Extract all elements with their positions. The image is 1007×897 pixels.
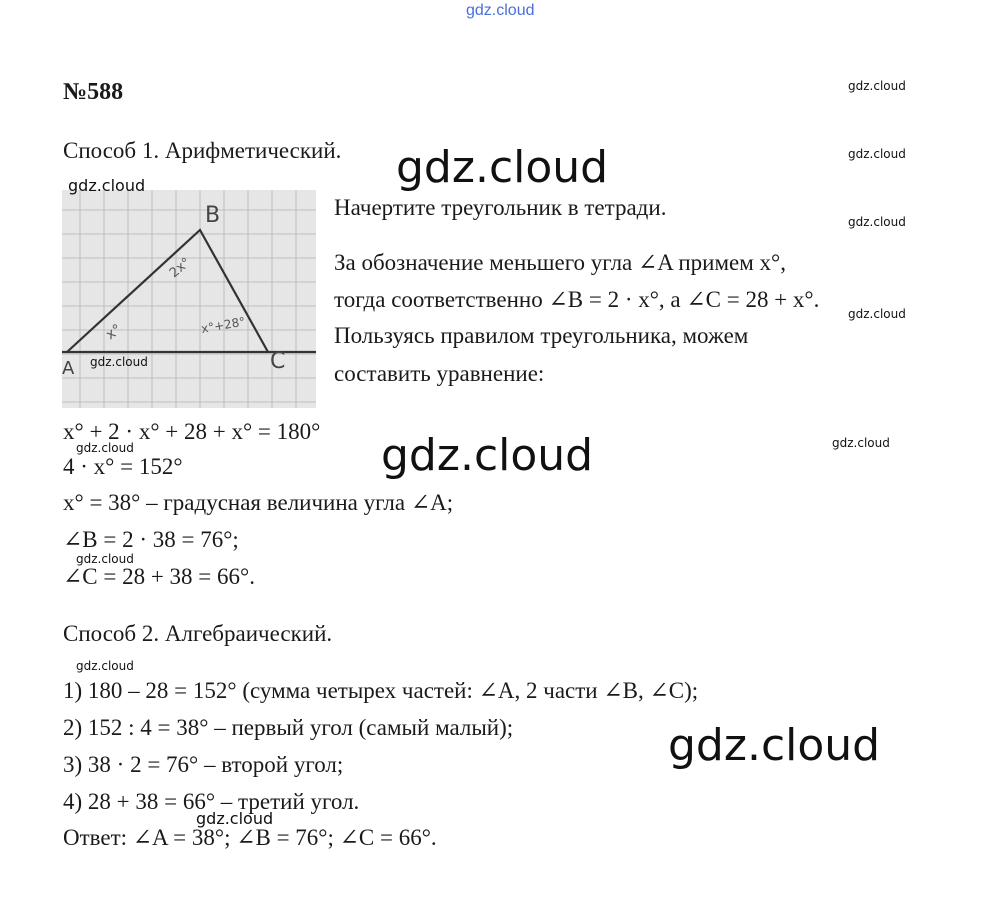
watermark: gdz.cloud bbox=[848, 215, 906, 229]
watermark: gdz.cloud bbox=[381, 430, 594, 481]
watermark-top: gdz.cloud bbox=[466, 2, 535, 19]
watermark: gdz.cloud bbox=[848, 79, 906, 93]
method1-line-5: составить уравнение: bbox=[334, 361, 545, 386]
equation-2: 4 · x° = 152° bbox=[63, 454, 183, 479]
method2-step-4: 4) 28 + 38 = 66° – третий угол. bbox=[63, 789, 360, 814]
answer: Ответ: ∠A = 38°; ∠B = 76°; ∠C = 66°. bbox=[63, 825, 437, 850]
vertex-label-c: C bbox=[270, 349, 286, 374]
problem-number: №588 bbox=[63, 79, 124, 105]
watermark: gdz.cloud bbox=[90, 355, 148, 369]
watermark: gdz.cloud bbox=[848, 307, 906, 321]
method1-line-4: Пользуясь правилом треугольника, можем bbox=[334, 323, 749, 348]
method2-title: Способ 2. Алгебраический. bbox=[63, 621, 333, 646]
watermark: gdz.cloud bbox=[76, 659, 134, 673]
watermark: gdz.cloud bbox=[848, 147, 906, 161]
angle-label-a: x° bbox=[103, 321, 125, 344]
vertex-label-a: A bbox=[62, 358, 75, 379]
watermark: gdz.cloud bbox=[76, 552, 134, 566]
method1-line-3: тогда соответственно ∠B = 2 · x°, а ∠C = 28 + x°. bbox=[334, 287, 820, 312]
watermark: gdz.cloud bbox=[668, 720, 881, 771]
method2-step-1: 1) 180 – 28 = 152° (сумма четырех частей: ∠A, 2 части ∠B, ∠C); bbox=[63, 678, 699, 703]
method1-title: Способ 1. Арифметический. bbox=[63, 138, 342, 163]
watermark: gdz.cloud bbox=[76, 441, 134, 455]
equation-4: ∠B = 2 · 38 = 76°; bbox=[63, 527, 239, 552]
watermark: gdz.cloud bbox=[196, 809, 274, 828]
triangle-photo bbox=[62, 190, 316, 408]
angle-label-c: x°+28° bbox=[200, 314, 247, 336]
watermark: gdz.cloud bbox=[68, 176, 146, 195]
method1-line-2: За обозначение меньшего угла ∠A примем x°, bbox=[334, 250, 787, 275]
method1-line-1: Начертите треугольник в тетради. bbox=[334, 195, 667, 220]
method2-step-3: 3) 38 · 2 = 76° – второй угол; bbox=[63, 752, 344, 777]
method2-step-2: 2) 152 : 4 = 38° – первый угол (самый малый); bbox=[63, 715, 514, 740]
angle-label-b: 2x° bbox=[166, 255, 194, 282]
equation-3: x° = 38° – градусная величина угла ∠A; bbox=[63, 490, 454, 515]
vertex-label-b: B bbox=[205, 203, 221, 228]
watermark: gdz.cloud bbox=[832, 436, 890, 450]
watermark: gdz.cloud bbox=[396, 142, 609, 193]
equation-1: x° + 2 · x° + 28 + x° = 180° bbox=[63, 419, 321, 444]
equation-5: ∠C = 28 + 38 = 66°. bbox=[63, 564, 255, 589]
